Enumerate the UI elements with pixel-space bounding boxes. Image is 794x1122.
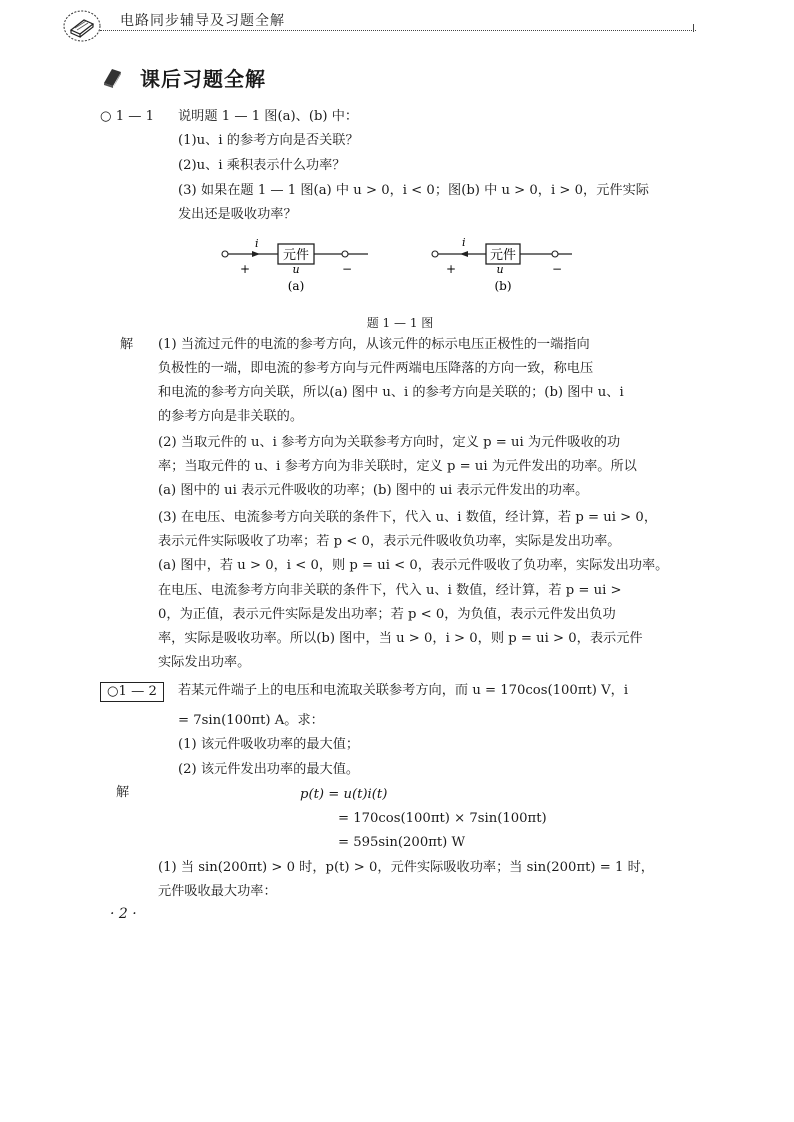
- solution-1-1-part3-line1: (3) 在电压、电流参考方向关联的条件下，代入 u、i 数值，经计算，若 p = ui > 0，: [158, 510, 658, 525]
- problem-1-2-label: ○1 — 2: [100, 682, 164, 702]
- solution-1-1-part3-line4: 在电压、电流参考方向非关联的条件下，代入 u、i 数值，经计算，若 p = ui >: [158, 583, 622, 598]
- page-number: · 2 ·: [110, 906, 137, 922]
- arrow-a-icon: [252, 251, 260, 257]
- terminal-b-right: [552, 251, 558, 257]
- equation-line3: = 595sin(200πt) W: [338, 835, 466, 850]
- header-corner-mark: [693, 24, 697, 32]
- voltage-label-b: u: [496, 263, 504, 276]
- minus-a: −: [342, 262, 353, 276]
- solution-1-1-part2-line3: (a) 图中的 ui 表示元件吸收的功率；(b) 图中的 ui 表示元件发出的功率。: [158, 483, 589, 498]
- problem-1-2-q2: (2) 该元件发出功率的最大值。: [178, 762, 360, 777]
- solution-1-1-part1-line1: (1) 当流过元件的电流的参考方向，从该元件的标示电压正极性的一端指向: [158, 337, 590, 352]
- figure-label-b: (b): [494, 279, 512, 293]
- problem-1-1-q1: (1)u、i 的参考方向是否关联？: [178, 133, 359, 148]
- header-title: 电路同步辅导及习题全解: [120, 13, 285, 29]
- solution-1-1-part2-line1: (2) 当取元件的 u、i 参考方向为关联参考方向时，定义 p = ui 为元件吸收的功: [158, 435, 621, 450]
- solution-1-2-label: 解: [116, 785, 130, 800]
- element-label-a: 元件: [282, 248, 310, 263]
- header-logo-icon: [62, 8, 102, 44]
- solution-1-1-part1-line4: 的参考方向是非关联的。: [158, 409, 304, 424]
- equation-line1: p(t) = u(t)i(t): [300, 787, 388, 802]
- solution-1-1-part2-line2: 率；当取元件的 u、i 参考方向为非关联时，定义 p = ui 为元件发出的功率。所以: [158, 459, 637, 474]
- terminal-b-left: [432, 251, 438, 257]
- problem-1-2-intro-line1: 若某元件端子上的电压和电流取关联参考方向，而 u = 170cos(100πt) V，i: [178, 683, 629, 698]
- circuit-a: [222, 237, 368, 293]
- plus-a: +: [240, 262, 251, 276]
- solution-1-1-part3-line2: 表示元件实际吸收了功率；若 p < 0，表示元件吸收负功率，实际是发出功率。: [158, 534, 621, 549]
- figure-label-a: (a): [287, 279, 305, 293]
- problem-1-1-label: ○ 1 — 1: [100, 109, 155, 124]
- book-icon: [100, 66, 124, 88]
- circuit-b: [432, 236, 572, 293]
- solution-1-2-line1: (1) 当 sin(200πt) > 0 时，p(t) > 0，元件实际吸收功率；当 sin(200πt) = 1 时，: [158, 860, 654, 875]
- problem-1-2-intro-line2: = 7sin(100πt) A。求：: [178, 713, 324, 728]
- solution-1-1-part3-line7: 实际发出功率。: [158, 655, 251, 670]
- problem-1-1-q3-line2: 发出还是吸收功率？: [178, 207, 297, 222]
- voltage-label-a: u: [292, 263, 300, 276]
- figure-1-1: [210, 232, 590, 302]
- solution-1-2-line2: 元件吸收最大功率：: [158, 884, 277, 899]
- terminal-a-right: [342, 251, 348, 257]
- section-title: 课后习题全解: [140, 67, 266, 91]
- problem-1-1-q3-line1: (3) 如果在题 1 — 1 图(a) 中 u > 0，i < 0；图(b) 中 u > 0，i > 0，元件实际: [178, 183, 649, 198]
- figure-caption: 题 1 — 1 图: [366, 316, 434, 330]
- problem-1-1-intro: 说明题 1 — 1 图(a)、(b) 中：: [178, 109, 359, 124]
- problem-1-1-q2: (2)u、i 乘积表示什么功率？: [178, 158, 346, 173]
- current-label-b: i: [462, 236, 466, 249]
- solution-1-1-label: 解: [120, 337, 134, 352]
- solution-1-1-part3-line3: (a) 图中，若 u > 0，i < 0，则 p = ui < 0，表示元件吸收了负功率，实际发出功率。: [158, 558, 669, 573]
- terminal-a-left: [222, 251, 228, 257]
- minus-b: −: [552, 262, 563, 276]
- header-divider: [100, 30, 696, 31]
- solution-1-1-part3-line5: 0，为正值，表示元件实际是发出功率；若 p < 0，为负值，表示元件发出负功: [158, 607, 616, 622]
- solution-1-1-part1-line2: 负极性的一端，即电流的参考方向与元件两端电压降落的方向一致，称电压: [158, 361, 594, 376]
- element-label-b: 元件: [489, 248, 517, 263]
- solution-1-1-part3-line6: 率，实际是吸收功率。所以(b) 图中，当 u > 0，i > 0，则 p = ui > 0，表示元件: [158, 631, 643, 646]
- plus-b: +: [446, 262, 457, 276]
- solution-1-1-part1-line3: 和电流的参考方向关联，所以(a) 图中 u、i 的参考方向是关联的；(b) 图中 u、i: [158, 385, 624, 400]
- problem-1-2-q1: (1) 该元件吸收功率的最大值；: [178, 737, 360, 752]
- equation-line2: = 170cos(100πt) × 7sin(100πt): [338, 811, 547, 826]
- arrow-b-icon: [460, 251, 468, 257]
- current-label-a: i: [255, 237, 259, 250]
